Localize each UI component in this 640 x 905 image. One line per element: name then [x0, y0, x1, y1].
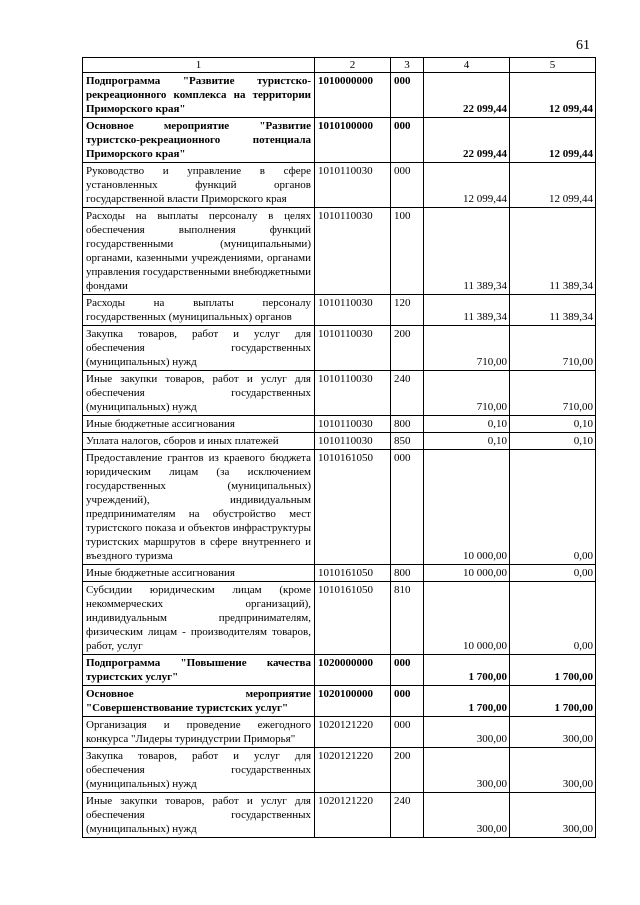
row-value-col4: 10 000,00: [424, 582, 510, 655]
row-type: 100: [391, 208, 424, 295]
row-value-col5: 710,00: [510, 326, 596, 371]
row-value-col4: 0,10: [424, 433, 510, 450]
row-type: 000: [391, 450, 424, 565]
row-type: 240: [391, 371, 424, 416]
table-row: [83, 326, 596, 371]
row-code: 1010000000: [315, 73, 391, 118]
row-value-col5: 11 389,34: [510, 295, 596, 326]
table-row: [83, 371, 596, 416]
row-code: 1010110030: [315, 433, 391, 450]
table-row: [83, 433, 596, 450]
row-value-col5: 0,10: [510, 433, 596, 450]
row-value-col4: 22 099,44: [424, 73, 510, 118]
row-name: Основное мероприятие "Развитие туристско-рекреационного потенциала Приморского края": [83, 118, 315, 163]
row-type: 240: [391, 793, 424, 838]
row-value-col5: 11 389,34: [510, 208, 596, 295]
table-row: [83, 793, 596, 838]
table-row: [83, 565, 596, 582]
row-type: 000: [391, 717, 424, 748]
row-code: 1010110030: [315, 295, 391, 326]
row-value-col5: 12 099,44: [510, 73, 596, 118]
table-row: [83, 748, 596, 793]
row-value-col4: 300,00: [424, 793, 510, 838]
page-number: 61: [576, 38, 590, 53]
row-type: 000: [391, 655, 424, 686]
row-name: Расходы на выплаты персоналу в целях обеспечения выполнения функций государственными (муниципальными) органами, казенными учреждениями, органами управления государственными внебюджетными фондами: [83, 208, 315, 295]
table-row: [83, 163, 596, 208]
budget-table: [82, 57, 596, 838]
row-name: Организация и проведение ежегодного конкурса "Лидеры туриндустрии Приморья": [83, 717, 315, 748]
row-code: 1020121220: [315, 748, 391, 793]
row-code: 1020100000: [315, 686, 391, 717]
row-name: Закупка товаров, работ и услуг для обеспечения государственных (муниципальных) нужд: [83, 748, 315, 793]
row-code: 1010110030: [315, 416, 391, 433]
row-value-col5: 12 099,44: [510, 163, 596, 208]
row-value-col4: 11 389,34: [424, 208, 510, 295]
row-name: Предоставление грантов из краевого бюджета юридическим лицам (за исключением государственных (муниципальных) учреждений), индивидуальным предпринимателям на обустройство мест туристского показа и объектов инфраструктуры туристских маршрутов в сфере внутреннего и въездного туризма: [83, 450, 315, 565]
table-row: [83, 450, 596, 565]
header-row: [83, 58, 596, 73]
row-code: 1020121220: [315, 793, 391, 838]
column-header: 5: [510, 58, 596, 73]
row-code: 1020121220: [315, 717, 391, 748]
row-value-col5: 0,00: [510, 565, 596, 582]
row-name: Руководство и управление в сфере установленных функций органов государственной власти Приморского края: [83, 163, 315, 208]
row-type: 200: [391, 748, 424, 793]
row-type: 000: [391, 118, 424, 163]
table-row: [83, 73, 596, 118]
row-name: Закупка товаров, работ и услуг для обеспечения государственных (муниципальных) нужд: [83, 326, 315, 371]
row-name: Иные бюджетные ассигнования: [83, 565, 315, 582]
row-value-col4: 300,00: [424, 717, 510, 748]
row-name: Иные закупки товаров, работ и услуг для обеспечения государственных (муниципальных) нужд: [83, 793, 315, 838]
row-value-col5: 710,00: [510, 371, 596, 416]
row-value-col5: 12 099,44: [510, 118, 596, 163]
table-row: [83, 208, 596, 295]
row-value-col4: 1 700,00: [424, 655, 510, 686]
row-code: 1010100000: [315, 118, 391, 163]
row-value-col4: 10 000,00: [424, 450, 510, 565]
table-row: [83, 686, 596, 717]
table-row: [83, 655, 596, 686]
row-value-col4: 300,00: [424, 748, 510, 793]
row-value-col4: 10 000,00: [424, 565, 510, 582]
row-code: 1010110030: [315, 371, 391, 416]
table-row: [83, 717, 596, 748]
column-header: 4: [424, 58, 510, 73]
row-name: Подпрограмма "Развитие туристско-рекреационного комплекса на территории Приморского края": [83, 73, 315, 118]
row-type: 000: [391, 686, 424, 717]
row-code: 1010110030: [315, 208, 391, 295]
column-header: 3: [391, 58, 424, 73]
row-value-col4: 1 700,00: [424, 686, 510, 717]
row-code: 1010110030: [315, 163, 391, 208]
row-type: 850: [391, 433, 424, 450]
row-type: 120: [391, 295, 424, 326]
row-value-col5: 300,00: [510, 748, 596, 793]
row-type: 800: [391, 565, 424, 582]
row-value-col5: 0,00: [510, 582, 596, 655]
row-value-col4: 12 099,44: [424, 163, 510, 208]
row-code: 1010110030: [315, 326, 391, 371]
row-value-col4: 710,00: [424, 371, 510, 416]
row-value-col5: 300,00: [510, 717, 596, 748]
row-name: Основное мероприятие "Совершенствование туристских услуг": [83, 686, 315, 717]
row-type: 000: [391, 73, 424, 118]
table-row: [83, 582, 596, 655]
column-header: 2: [315, 58, 391, 73]
row-code: 1010161050: [315, 582, 391, 655]
row-value-col5: 1 700,00: [510, 655, 596, 686]
row-name: Расходы на выплаты персоналу государственных (муниципальных) органов: [83, 295, 315, 326]
row-value-col4: 710,00: [424, 326, 510, 371]
table-row: [83, 295, 596, 326]
row-name: Подпрограмма "Повышение качества туристских услуг": [83, 655, 315, 686]
row-type: 800: [391, 416, 424, 433]
column-header: 1: [83, 58, 315, 73]
row-type: 200: [391, 326, 424, 371]
row-value-col4: 0,10: [424, 416, 510, 433]
row-name: Субсидии юридическим лицам (кроме некоммерческих организаций), индивидуальным предпринимателям, физическим лицам - производителям товаров, работ, услуг: [83, 582, 315, 655]
row-code: 1020000000: [315, 655, 391, 686]
row-name: Уплата налогов, сборов и иных платежей: [83, 433, 315, 450]
row-value-col5: 1 700,00: [510, 686, 596, 717]
row-value-col4: 22 099,44: [424, 118, 510, 163]
row-code: 1010161050: [315, 450, 391, 565]
row-code: 1010161050: [315, 565, 391, 582]
row-name: Иные закупки товаров, работ и услуг для обеспечения государственных (муниципальных) нужд: [83, 371, 315, 416]
row-type: 810: [391, 582, 424, 655]
row-type: 000: [391, 163, 424, 208]
row-value-col5: 300,00: [510, 793, 596, 838]
table-row: [83, 118, 596, 163]
row-value-col5: 0,00: [510, 450, 596, 565]
row-name: Иные бюджетные ассигнования: [83, 416, 315, 433]
table-row: [83, 416, 596, 433]
row-value-col5: 0,10: [510, 416, 596, 433]
row-value-col4: 11 389,34: [424, 295, 510, 326]
